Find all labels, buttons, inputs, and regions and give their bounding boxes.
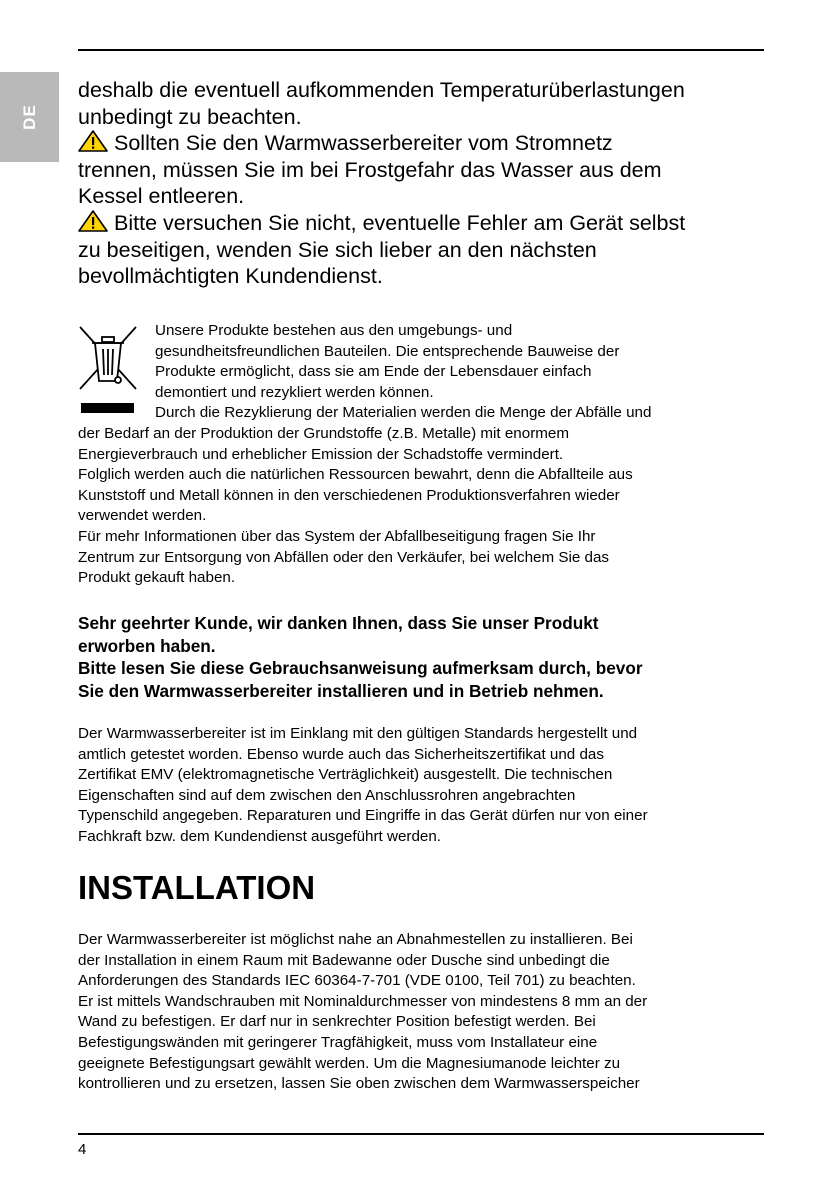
text-line: kontrollieren und zu ersetzen, lassen Sie oben zwischen dem Warmwasserspeicher (78, 1075, 640, 1093)
text-line: Anforderungen des Standards IEC 60364-7-701 (VDE 0100, Teil 701) zu beachten. (78, 972, 636, 990)
text-line: Kessel entleeren. (78, 184, 245, 208)
page-number: 4 (78, 1141, 87, 1158)
recycling-paragraph (78, 321, 768, 589)
warning-paragraph-2 (78, 210, 768, 290)
thanks-paragraph (78, 612, 768, 702)
text-line: trennen, müssen Sie im bei Frostgefahr das Wasser aus dem (78, 157, 662, 182)
text-line: der Bedarf an der Produktion der Grundstoffe (z.B. Metalle) mit enormem (78, 424, 570, 442)
language-label: DE (19, 104, 39, 130)
header-rule (78, 49, 764, 51)
text-line: Sollten Sie den Warmwasserbereiter vom Stromnetz (114, 131, 613, 155)
standards-paragraph (78, 724, 768, 848)
language-tab (0, 72, 59, 162)
text-line: bevollmächtigten Kundendienst. (78, 264, 383, 288)
warning-paragraph-1 (78, 130, 768, 210)
text-line: unbedingt zu beachten. (78, 104, 302, 129)
footer-rule (78, 1133, 764, 1135)
text-line: Sehr geehrter Kunde, wir danken Ihnen, dass Sie unser Produkt (78, 613, 599, 633)
text-line: Zertifikat EMV (elektromagnetische Verträglichkeit) ausgestellt. Die technischen (78, 766, 613, 784)
text-line: Durch die Rezyklierung der Materialien werden die Menge der Abfälle und (155, 404, 652, 422)
text-line: Produkte ermöglicht, dass sie am Ende der Lebensdauer einfach (155, 363, 592, 381)
text-line: Fachkraft bzw. dem Kundendienst ausgeführt werden. (78, 827, 442, 845)
text-line: verwendet werden. (78, 507, 207, 525)
text-line: Energieverbrauch und erheblicher Emission der Schadstoffe vermindert. (78, 445, 564, 463)
text-line: geeignete Befestigungsart gewählt werden. Um die Magnesiumanode leichter zu (78, 1054, 621, 1072)
text-line: demontiert und rezykliert werden können. (155, 383, 434, 401)
warning-triangle-icon (78, 130, 108, 152)
warning-line-first (78, 210, 768, 237)
text-line: der Installation in einem Raum mit Badewanne oder Dusche sind unbedingt die (78, 951, 610, 969)
text-line: Bitte versuchen Sie nicht, eventuelle Fehler am Gerät selbst (114, 211, 686, 235)
text-line: amtlich getestet worden. Ebenso wurde auch das Sicherheitszertifikat und das (78, 745, 604, 763)
installation-paragraph (78, 930, 768, 1095)
intro-paragraph (78, 77, 768, 130)
text-line: Befestigungswänden mit geringerer Tragfähigkeit, muss vom Installateur eine (78, 1033, 598, 1051)
text-line: gesundheitsfreundlichen Bauteilen. Die entsprechende Bauweise der (155, 342, 620, 360)
text-line: Folglich werden auch die natürlichen Ressourcen bewahrt, denn die Abfallteile aus (78, 466, 633, 484)
text-line: Der Warmwasserbereiter ist möglichst nahe an Abnahmestellen zu installieren. Bei (78, 931, 633, 948)
text-line: erworben haben. (78, 635, 216, 656)
text-line: Sie den Warmwasserbereiter installieren und in Betrieb nehmen. (78, 680, 604, 701)
text-line: Für mehr Informationen über das System der Abfallbeseitigung fragen Sie Ihr (78, 527, 596, 545)
text-line: Wand zu befestigen. Er darf nur in senkrechter Position befestigt werden. Bei (78, 1013, 596, 1031)
text-line: Der Warmwasserbereiter ist im Einklang mit den gültigen Standards hergestellt und (78, 725, 638, 742)
text-line: Eigenschaften sind auf dem zwischen den Anschlussrohren angebrachten (78, 786, 576, 804)
text-line: Er ist mittels Wandschrauben mit Nominaldurchmesser von mindestens 8 mm an der (78, 992, 648, 1010)
text-line: Unsere Produkte bestehen aus den umgebungs- und (155, 322, 513, 339)
warning-triangle-icon (78, 210, 108, 232)
warning-line-first (78, 130, 768, 157)
text-line: Typenschild angegeben. Reparaturen und Eingriffe in das Gerät dürfen nur von einer (78, 807, 648, 825)
text-line: zu beseitigen, wenden Sie sich lieber an den nächsten (78, 237, 597, 262)
text-line: deshalb die eventuell aufkommenden Temperaturüberlastungen (78, 78, 685, 102)
text-line: Zentrum zur Entsorgung von Abfällen oder den Verkäufer, bei welchem Sie das (78, 548, 610, 566)
text-line: Bitte lesen Sie diese Gebrauchsanweisung aufmerksam durch, bevor (78, 658, 643, 678)
text-line: Produkt gekauft haben. (78, 569, 236, 587)
section-heading: INSTALLATION (78, 869, 316, 906)
text-line: Kunststoff und Metall können in den verschiedenen Produktionsverfahren wieder (78, 486, 620, 504)
